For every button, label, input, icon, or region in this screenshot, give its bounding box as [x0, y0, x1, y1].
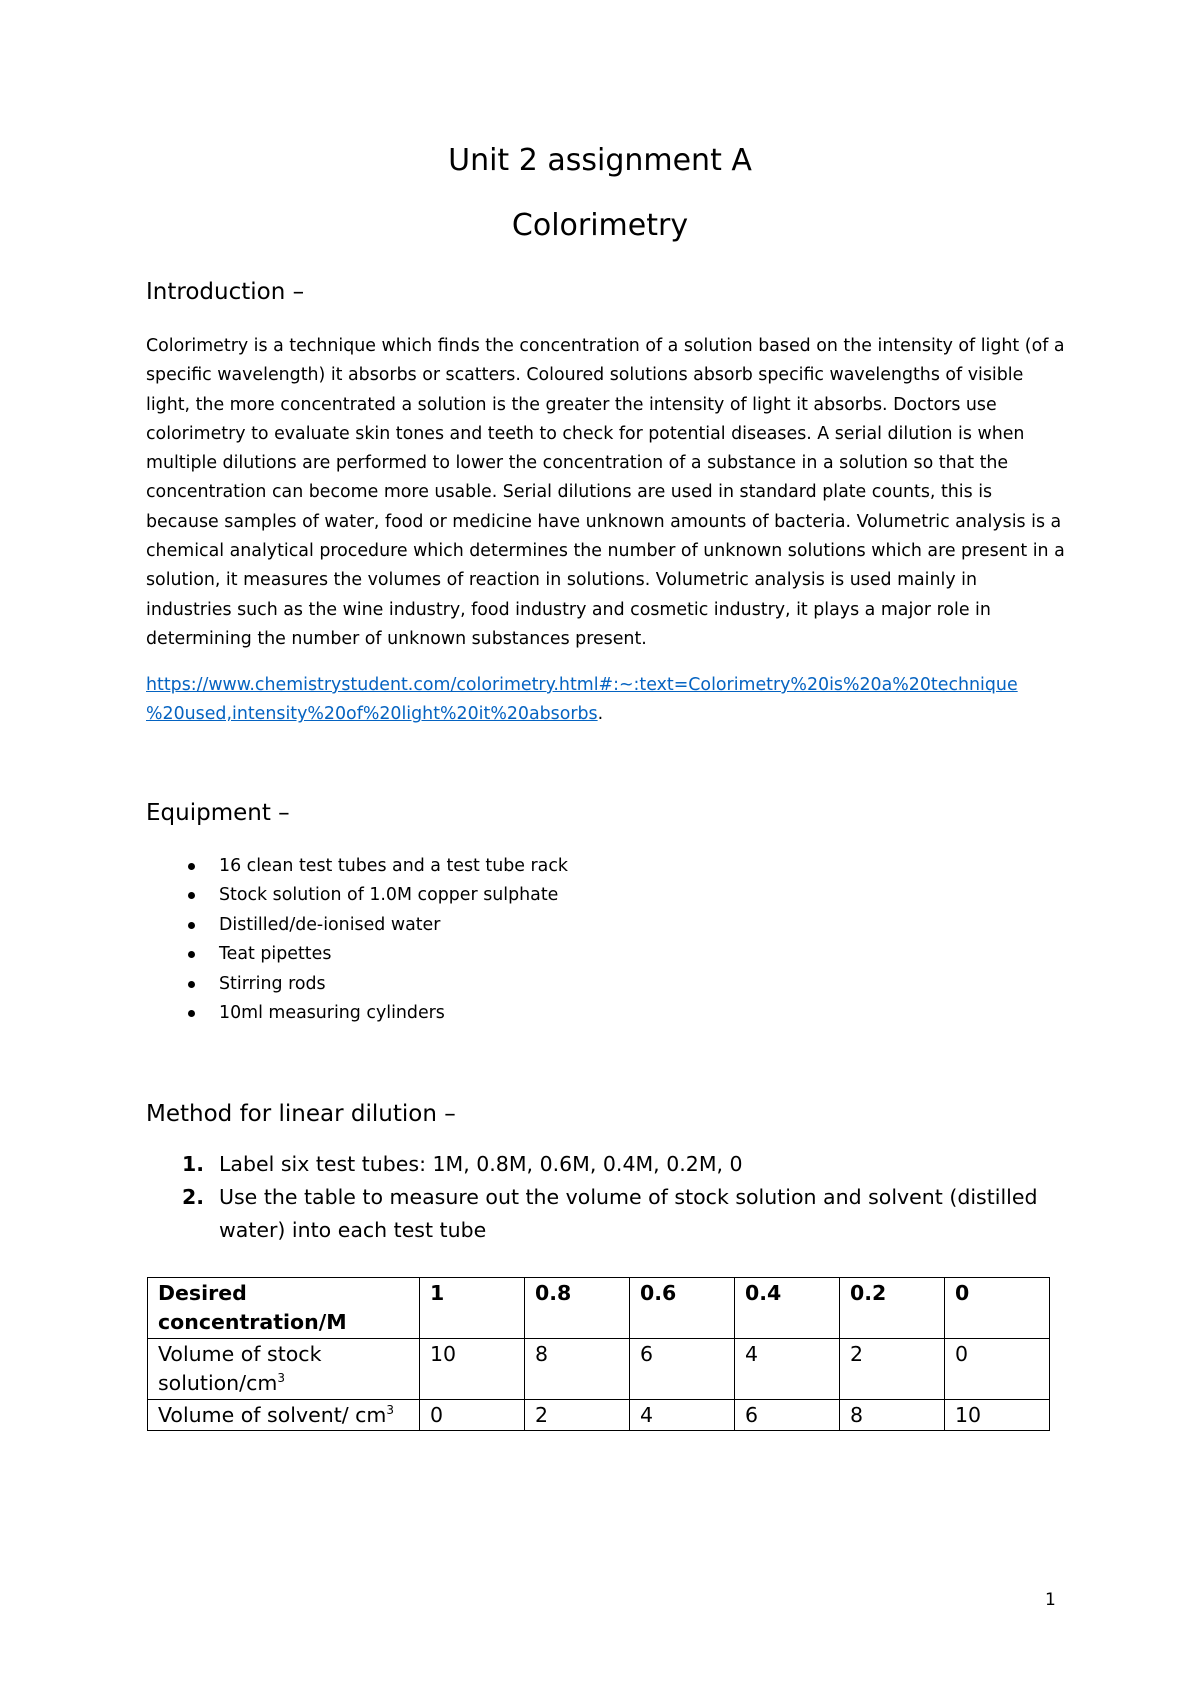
table-row-label	[148, 1339, 420, 1400]
table-cell: 0.6	[630, 1278, 735, 1339]
table-cell: 4	[735, 1339, 840, 1400]
unit-superscript: 3	[277, 1371, 285, 1385]
row-label-line-1: Volume of solvent/ cm	[158, 1403, 387, 1427]
table-cell: 0.4	[735, 1278, 840, 1339]
table-cell: 4	[630, 1400, 735, 1431]
unit-superscript: 3	[386, 1403, 395, 1417]
table-row-label	[148, 1400, 420, 1431]
table-cell: 6	[735, 1400, 840, 1431]
row-label-line-1: Desired	[158, 1281, 247, 1305]
document-subtitle: Colorimetry	[511, 208, 689, 243]
table-cell: 0.8	[525, 1278, 630, 1339]
document-title: Unit 2 assignment A	[448, 143, 752, 178]
equipment-item: Stock solution of 1.0M copper sulphate	[146, 881, 568, 910]
table-cell: 2	[525, 1400, 630, 1431]
equipment-item: Stirring rods	[146, 970, 568, 999]
reference-link	[146, 671, 1066, 730]
method-step	[146, 1181, 1046, 1247]
table-cell: 2	[840, 1339, 945, 1400]
introduction-heading: Introduction –	[146, 279, 305, 305]
table-cell: 0.2	[840, 1278, 945, 1339]
reference-link-period: .	[597, 704, 604, 725]
equipment-list	[146, 852, 568, 1028]
dilution-table	[147, 1277, 1050, 1431]
table-row-stock-volume	[148, 1339, 1050, 1400]
table-cell: 10	[945, 1400, 1050, 1431]
method-step-text-line-2: water) into each test tube	[219, 1218, 487, 1242]
equipment-item: 10ml measuring cylinders	[146, 999, 568, 1028]
equipment-item: 16 clean test tubes and a test tube rack	[146, 852, 568, 881]
row-label-line-2: concentration/M	[158, 1310, 347, 1334]
table-cell: 0	[945, 1339, 1050, 1400]
method-step	[146, 1148, 1046, 1181]
method-step-text: Label six test tubes: 1M, 0.8M, 0.6M, 0.4M, 0.2M, 0	[219, 1152, 743, 1176]
reference-link-line-1: https://www.chemistrystudent.com/colorimetry.html#:~:text=Colorimetry%20is%20a%20technique	[146, 675, 1018, 695]
reference-link-anchor[interactable]	[146, 675, 1018, 724]
page-number: 1	[1045, 1590, 1056, 1610]
reference-link-line-2: %20used,intensity%20of%20light%20it%20absorbs	[146, 704, 598, 725]
equipment-item: Teat pipettes	[146, 940, 568, 969]
equipment-item: Distilled/de-ionised water	[146, 911, 568, 940]
table-row-label	[148, 1278, 420, 1339]
table-cell: 0	[945, 1278, 1050, 1339]
table-row-desired-concentration	[148, 1278, 1050, 1339]
method-heading: Method for linear dilution –	[146, 1101, 456, 1127]
table-cell: 8	[525, 1339, 630, 1400]
table-row-solvent-volume	[148, 1400, 1050, 1431]
method-step-text-line-1: Use the table to measure out the volume of stock solution and solvent (distilled	[219, 1185, 1038, 1209]
introduction-paragraph: Colorimetry is a technique which finds the concentration of a solution based on the intensity of light (of a specific wavelength) it absorbs or scatters. Coloured solutions absorb specific wavelengths of visible light, the more concentrated a solution is the greater the intensity of light it absorbs. Doctors use colorimetry to evaluate skin tones and teeth to check for potential diseases. A serial dilution is when multiple dilutions are performed to lower the concentration of a substance in a solution so that the concentration can become more usable. Serial dilutions are used in standard plate counts, this is because samples of water, food or medicine have unknown amounts of bacteria. Volumetric analysis is a chemical analytical procedure which determines the number of unknown solutions which are present in a solution, it measures the volumes of reaction in solutions. Volumetric analysis is used mainly in industries such as the wine industry, food industry and cosmetic industry, it plays a major role in determining the number of unknown substances present.	[146, 336, 1065, 649]
method-step-number: 1.	[182, 1152, 205, 1176]
equipment-heading: Equipment –	[146, 800, 290, 826]
row-label-line-1: Volume of stock	[158, 1342, 322, 1366]
table-cell: 0	[420, 1400, 525, 1431]
method-step-number: 2.	[182, 1185, 205, 1209]
table-cell: 6	[630, 1339, 735, 1400]
row-label-line-2: solution/cm	[158, 1371, 278, 1395]
method-steps	[146, 1148, 1046, 1247]
table-cell: 10	[420, 1339, 525, 1400]
table-cell: 1	[420, 1278, 525, 1339]
table-cell: 8	[840, 1400, 945, 1431]
